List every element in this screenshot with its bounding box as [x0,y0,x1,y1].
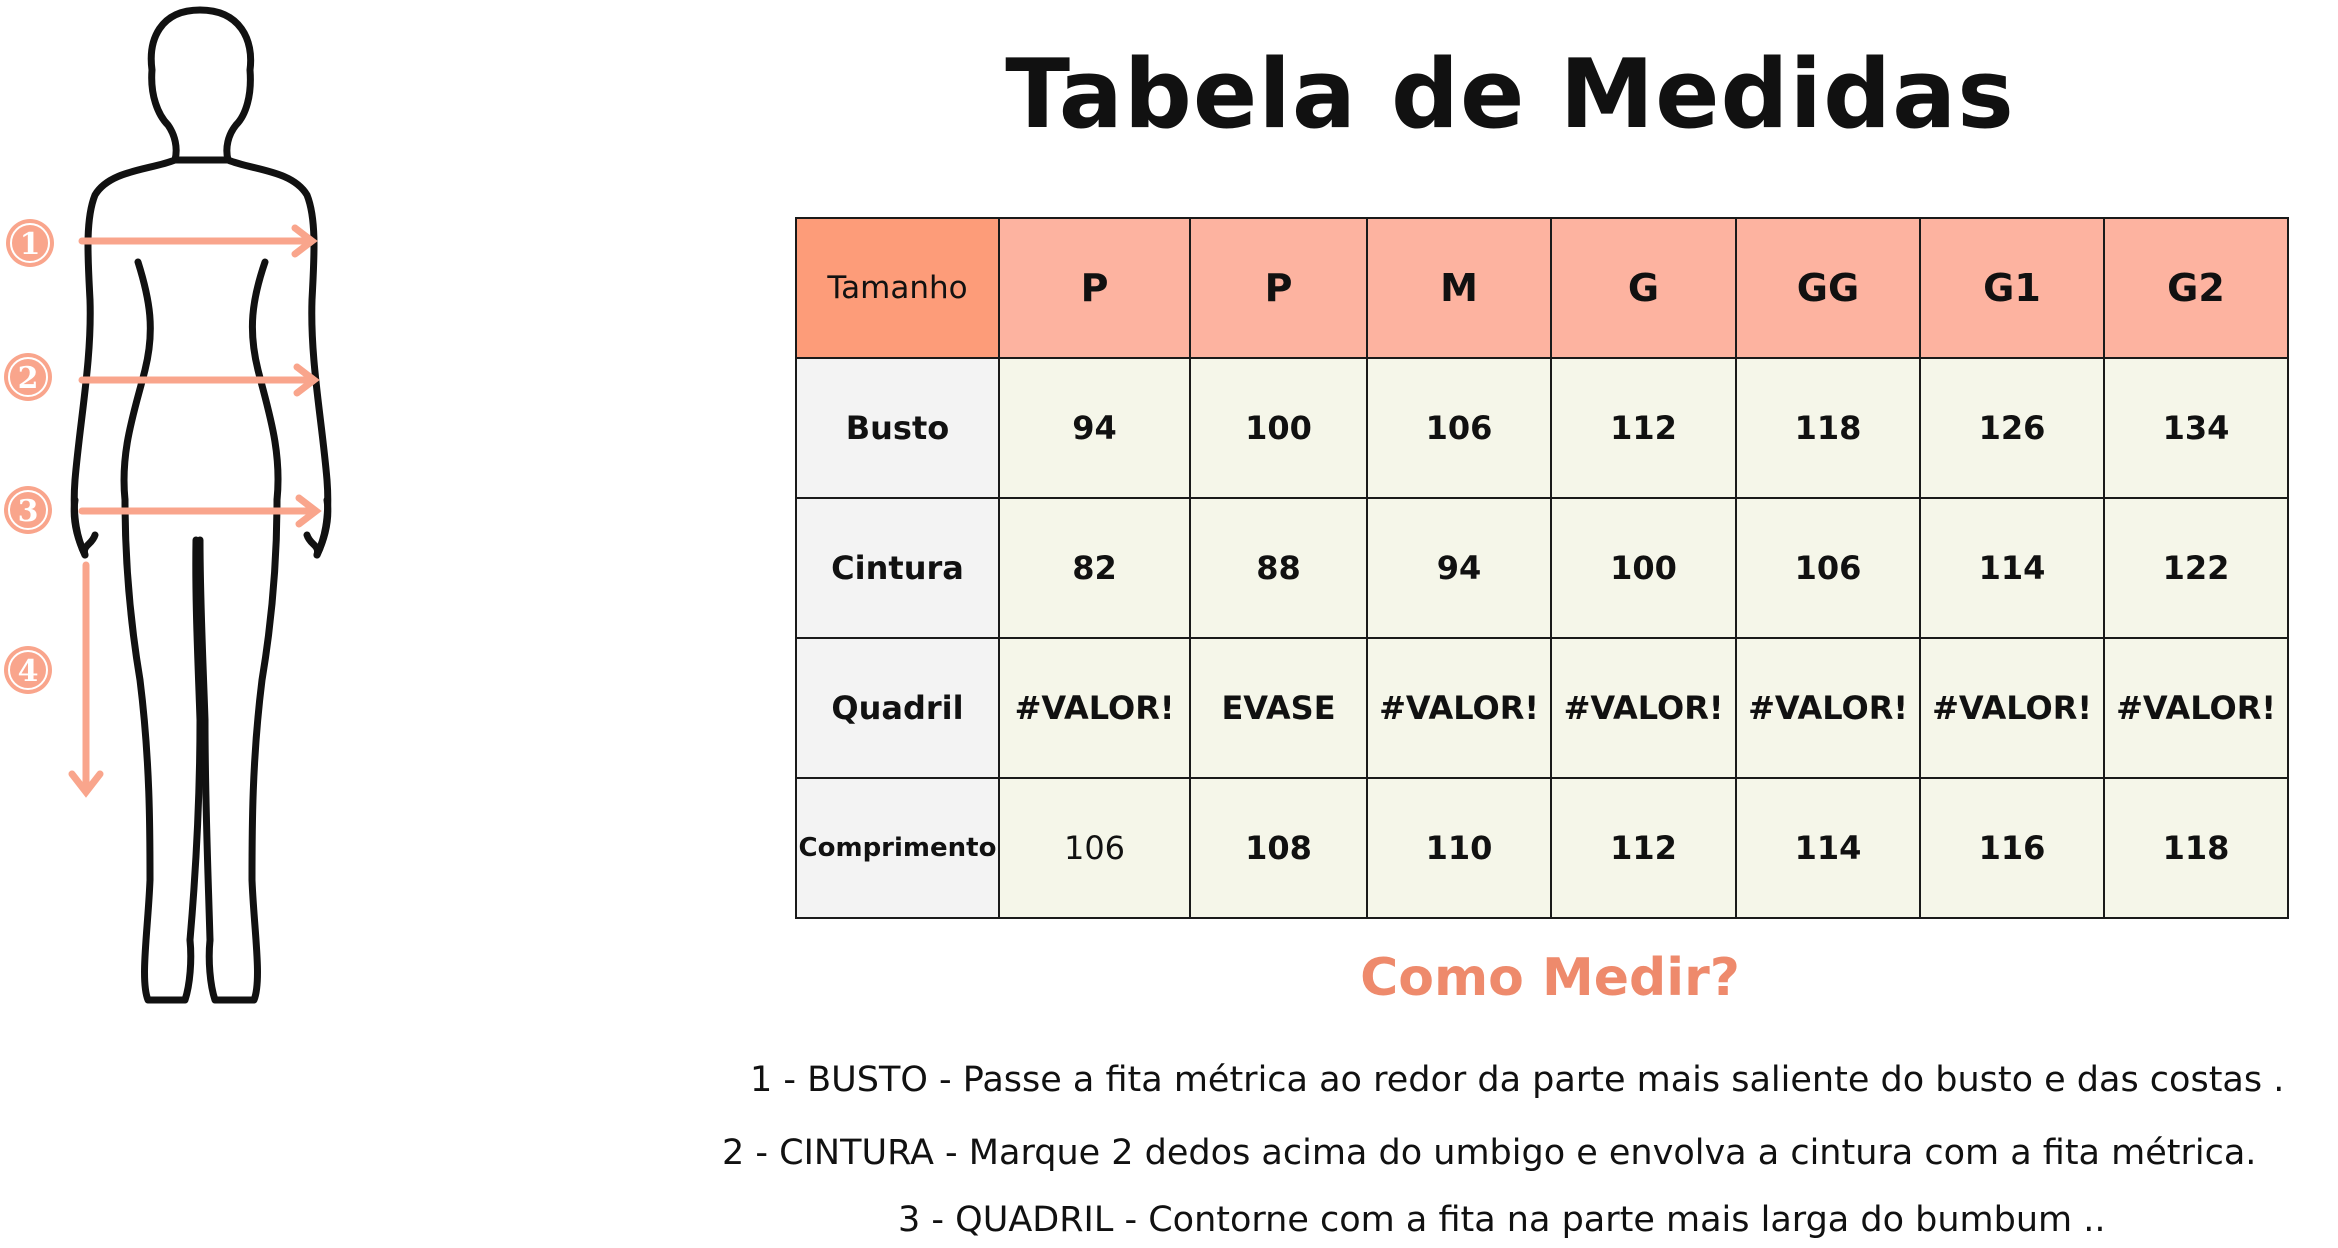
table-cell: #VALOR! [999,638,1190,778]
svg-text:4: 4 [17,654,39,689]
table-cell: #VALOR! [1551,638,1736,778]
table-cell: #VALOR! [1736,638,1920,778]
table-header-row [796,218,2288,358]
header-size: G1 [1920,218,2104,358]
body-measurement-figure [0,0,360,1030]
header-size: G2 [2104,218,2288,358]
table-row [796,358,2288,498]
instruction-hip: 3 - QUADRIL - Contorne com a fita na parte mais larga do bumbum .. [898,1200,2106,1240]
table-cell: 112 [1551,778,1736,918]
table-cell: 122 [2104,498,2288,638]
table-cell: 108 [1190,778,1367,918]
table-cell: EVASE [1190,638,1367,778]
row-label-comprimento: Comprimento [796,778,999,918]
header-size: G [1551,218,1736,358]
header-size: P [999,218,1190,358]
row-label-quadril: Quadril [796,638,999,778]
body-outline [74,10,328,1000]
table-cell: 110 [1367,778,1551,918]
header-size: P [1190,218,1367,358]
table-cell: 100 [1190,358,1367,498]
table-cell: 114 [1920,498,2104,638]
how-to-title: Como Medir? [1360,948,1740,1008]
table-cell: 106 [1736,498,1920,638]
size-table [795,217,2289,919]
svg-text:2: 2 [17,361,39,396]
table-cell: 118 [2104,778,2288,918]
table-cell: #VALOR! [1920,638,2104,778]
table-cell: 118 [1736,358,1920,498]
marker-4-icon [4,646,52,694]
header-label: Tamanho [796,218,999,358]
table-row [796,498,2288,638]
table-cell: 82 [999,498,1190,638]
marker-1-icon [6,219,54,267]
table-cell: 106 [999,778,1190,918]
table-cell: 112 [1551,358,1736,498]
header-size: GG [1736,218,1920,358]
measurement-arrows [72,228,316,792]
marker-2-icon [4,353,52,401]
table-cell: 100 [1551,498,1736,638]
table-cell: #VALOR! [2104,638,2288,778]
table-cell: 126 [1920,358,2104,498]
table-row [796,778,2288,918]
page-title: Tabela de Medidas [1005,40,2015,150]
table-cell: 94 [999,358,1190,498]
svg-text:1: 1 [19,227,41,262]
table-cell: 106 [1367,358,1551,498]
table-cell: 88 [1190,498,1367,638]
table-row [796,638,2288,778]
table-cell: 94 [1367,498,1551,638]
table-cell: #VALOR! [1367,638,1551,778]
table-cell: 134 [2104,358,2288,498]
table-cell: 114 [1736,778,1920,918]
row-label-busto: Busto [796,358,999,498]
row-label-cintura: Cintura [796,498,999,638]
svg-text:3: 3 [17,494,39,529]
marker-3-icon [4,486,52,534]
header-size: M [1367,218,1551,358]
instruction-bust: 1 - BUSTO - Passe a fita métrica ao redor da parte mais saliente do busto e das costas . [750,1060,2285,1100]
table-cell: 116 [1920,778,2104,918]
instruction-waist: 2 - CINTURA - Marque 2 dedos acima do umbigo e envolva a cintura com a fita métrica. [722,1133,2257,1173]
